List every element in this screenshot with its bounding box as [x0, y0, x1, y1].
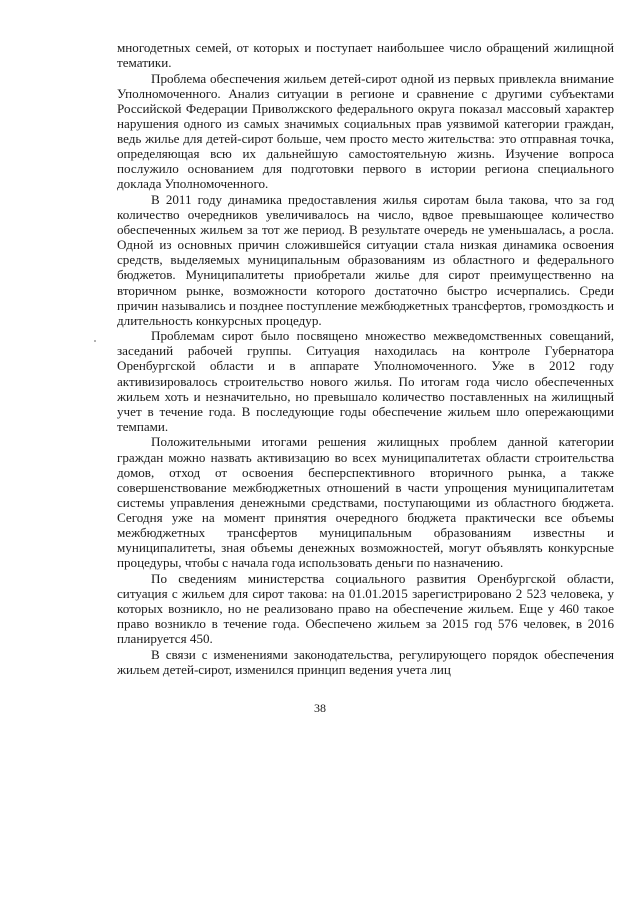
paragraph-2: Проблема обеспечения жильем детей-сирот одной из первых привлекла внимание Уполномоченного. Анализ ситуации в регионе и сравнение с другими субъектами Российской Федерации Приволжского федерального округа показал массовый характер нарушения одного из самых значимых социальных прав уязвимой категории граждан, ведь жилье для детей-сирот больше, чем просто место жительства: это отправная точка, определяющая всю их дальнейшую самостоятельную жизнь. Изучение вопроса послужило основанием для подготовки первого в истории региона специального доклада Уполномоченного.	[117, 70, 614, 192]
paragraph-3: В 2011 году динамика предоставления жилья сиротам была такова, что за год количество очередников увеличивалось на число, вдвое превышающее количество обеспеченных жильем за тот же период. В результате очередь не уменьшалась, а росла. Одной из основных причин сложившейся ситуации стала низкая динамика освоения средств, выделяемых муниципальным образованиям из областного и федерального бюджетов. Муниципалитеты приобретали жилье для сирот преимущественно на вторичном рынке, возможности которого достаточно быстро исчерпались. Среди причин назывались и позднее поступление межбюджетных трансфертов, громоздкость и длительность конкурсных процедур.	[117, 191, 614, 328]
scan-speck	[94, 340, 96, 342]
paragraph-4: Проблемам сирот было посвящено множество межведомственных совещаний, заседаний рабочей группы. Ситуация находилась на контроле Губернатора Оренбургской области и в аппарате Уполномоченного. Уже в 2012 году активизировалось строительство нового жилья. По итогам года число обеспеченных жильем хоть и незначительно, но превышало количество поставленных на жилищный учет в течение года. В последующие годы обеспечение жильем шло опережающими темпами.	[117, 328, 614, 434]
page-number: 38	[314, 701, 326, 715]
paragraph-1: многодетных семей, от которых и поступает наибольшее число обращений жилищной тематики.	[117, 40, 614, 71]
paragraph-7: В связи с изменениями законодательства, регулирующего порядок обеспечения жильем детей-сирот, изменился принцип ведения учета лиц	[117, 646, 614, 677]
paragraph-5: Положительными итогами решения жилищных проблем данной категории граждан можно назвать активизацию во всех муниципалитетах области строительства домов, отход от освоения бесперспективного вторичного рынка, а также совершенствование межбюджетных отношений в части упрощения муниципалитетам системы управления денежными средствами, поступающими из областного бюджета. Сегодня уже на момент принятия очередного бюджета практически все объемы межбюджетных трансфертов муниципальным образованиям известны и муниципалитеты, зная объемы денежных возможностей, могут объявлять конкурсные процедуры, чтобы с начала года использовать деньги по назначению.	[117, 434, 614, 571]
body-text	[117, 40, 614, 677]
paragraph-6: По сведениям министерства социального развития Оренбургской области, ситуация с жильем для сирот такова: на 01.01.2015 зарегистрировано 2 523 человека, у которых возникло, но не реализовано право на обеспечение жильем. Еще у 460 такое право возникло в течение года. Обеспечено жильем за 2015 год 576 человек, в 2016 планируется 450.	[117, 570, 614, 647]
